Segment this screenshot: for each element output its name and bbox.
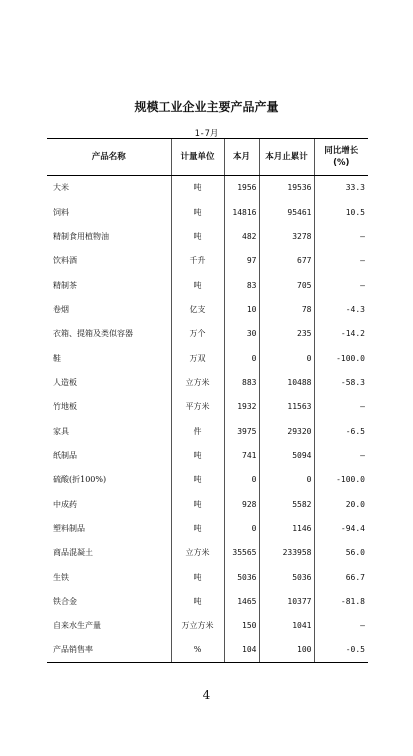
table-row	[47, 614, 368, 638]
unit-cell: 吨	[171, 443, 224, 467]
yoy-growth-cell: -100.0	[314, 346, 368, 370]
table-row	[47, 370, 368, 394]
yoy-growth-cell: –	[314, 614, 368, 638]
unit-cell: 立方米	[171, 541, 224, 565]
cumulative-value-cell: 0	[259, 346, 314, 370]
cumulative-value-cell: 677	[259, 249, 314, 273]
yoy-growth-cell: 66.7	[314, 565, 368, 589]
product-name-cell: 中成药	[53, 499, 77, 509]
table-row	[47, 322, 368, 346]
unit-cell: 立方米	[171, 370, 224, 394]
unit-cell: 万双	[171, 346, 224, 370]
month-value-cell: 150	[224, 614, 259, 638]
yoy-growth-cell: –	[314, 273, 368, 297]
product-name-cell: 精制茶	[53, 280, 77, 290]
unit-cell: 吨	[171, 468, 224, 492]
unit-cell: 吨	[171, 492, 224, 516]
cumulative-value-cell: 705	[259, 273, 314, 297]
table-row	[47, 638, 368, 662]
product-name-cell: 硫酸(折100%)	[53, 475, 107, 485]
unit-cell: 平方米	[171, 395, 224, 419]
table-row	[47, 297, 368, 321]
header-yoy-line2: (%)	[333, 158, 350, 168]
yoy-growth-cell: 33.3	[314, 176, 368, 200]
month-value-cell: 0	[224, 468, 259, 492]
cumulative-value-cell: 100	[259, 638, 314, 662]
yoy-growth-cell: -4.3	[314, 297, 368, 321]
unit-cell: 千升	[171, 249, 224, 273]
cumulative-value-cell: 1041	[259, 614, 314, 638]
cumulative-value-cell: 5582	[259, 492, 314, 516]
cumulative-value-cell: 10488	[259, 370, 314, 394]
cumulative-value-cell: 5036	[259, 565, 314, 589]
month-value-cell: 30	[224, 322, 259, 346]
month-value-cell: 0	[224, 346, 259, 370]
period-label: 1-7月	[194, 129, 219, 139]
month-value-cell: 1465	[224, 589, 259, 613]
page-number: 4	[202, 688, 211, 702]
header-row	[47, 139, 368, 176]
unit-cell: 吨	[171, 200, 224, 224]
table-row	[47, 395, 368, 419]
yoy-growth-cell: -100.0	[314, 468, 368, 492]
yoy-growth-cell: –	[314, 395, 368, 419]
header-unit: 计量单位	[171, 139, 224, 176]
cumulative-value-cell: 5094	[259, 443, 314, 467]
table-row	[47, 468, 368, 492]
product-name-cell: 饲料	[53, 207, 69, 217]
product-name-cell: 自来水生产量	[53, 621, 101, 631]
header-product-name: 产品名称	[47, 139, 171, 176]
product-name-cell: 精制食用植物油	[53, 231, 109, 241]
table-row	[47, 200, 368, 224]
yoy-growth-cell: 10.5	[314, 200, 368, 224]
month-value-cell: 10	[224, 297, 259, 321]
unit-cell: 吨	[171, 273, 224, 297]
month-value-cell: 0	[224, 516, 259, 540]
unit-cell: 吨	[171, 589, 224, 613]
month-value-cell: 741	[224, 443, 259, 467]
table-row	[47, 419, 368, 443]
month-value-cell: 3975	[224, 419, 259, 443]
product-name-cell: 生铁	[53, 572, 69, 582]
month-value-cell: 97	[224, 249, 259, 273]
yoy-growth-cell: -58.3	[314, 370, 368, 394]
table-header	[47, 139, 368, 176]
product-name-cell: 家具	[53, 426, 69, 436]
cumulative-value-cell: 95461	[259, 200, 314, 224]
table-row	[47, 273, 368, 297]
page-title: 规模工业企业主要产品产量	[134, 100, 279, 114]
month-value-cell: 1956	[224, 176, 259, 200]
cumulative-value-cell: 233958	[259, 541, 314, 565]
month-value-cell: 928	[224, 492, 259, 516]
table-row	[47, 443, 368, 467]
product-name-cell: 衣箱、提箱及类似容器	[53, 329, 133, 339]
yoy-growth-cell: -6.5	[314, 419, 368, 443]
product-name-cell: 饮料酒	[53, 256, 77, 266]
unit-cell: %	[171, 638, 224, 662]
unit-cell: 万个	[171, 322, 224, 346]
yoy-growth-cell: –	[314, 224, 368, 248]
cumulative-value-cell: 10377	[259, 589, 314, 613]
table-row	[47, 516, 368, 540]
month-value-cell: 1932	[224, 395, 259, 419]
products-table	[47, 138, 368, 663]
cumulative-value-cell: 29320	[259, 419, 314, 443]
month-value-cell: 35565	[224, 541, 259, 565]
cumulative-value-cell: 11563	[259, 395, 314, 419]
yoy-growth-cell: 56.0	[314, 541, 368, 565]
table-row	[47, 176, 368, 200]
header-month: 本月	[224, 139, 259, 176]
cumulative-value-cell: 0	[259, 468, 314, 492]
month-value-cell: 14816	[224, 200, 259, 224]
product-name-cell: 商品混凝土	[53, 548, 93, 558]
month-value-cell: 104	[224, 638, 259, 662]
yoy-growth-cell: –	[314, 249, 368, 273]
cumulative-value-cell: 1146	[259, 516, 314, 540]
table-row	[47, 589, 368, 613]
unit-cell: 吨	[171, 224, 224, 248]
yoy-growth-cell: -0.5	[314, 638, 368, 662]
yoy-growth-cell: -81.8	[314, 589, 368, 613]
month-value-cell: 5036	[224, 565, 259, 589]
header-yoy-line1: 同比增长	[324, 146, 359, 156]
table-row	[47, 249, 368, 273]
unit-cell: 件	[171, 419, 224, 443]
product-name-cell: 产品销售率	[47, 638, 171, 662]
product-name-cell: 竹地板	[53, 402, 77, 412]
table-row	[47, 565, 368, 589]
product-name-cell: 卷烟	[53, 304, 69, 314]
product-name-cell: 铁合金	[53, 597, 77, 607]
table-row	[47, 224, 368, 248]
month-value-cell: 482	[224, 224, 259, 248]
cumulative-value-cell: 78	[259, 297, 314, 321]
product-name-cell: 塑料制品	[53, 523, 85, 533]
header-yoy	[314, 139, 368, 176]
unit-cell: 吨	[171, 565, 224, 589]
cumulative-value-cell: 235	[259, 322, 314, 346]
yoy-growth-cell: -14.2	[314, 322, 368, 346]
unit-cell: 亿支	[171, 297, 224, 321]
yoy-growth-cell: -94.4	[314, 516, 368, 540]
header-cumulative: 本月止累计	[259, 139, 314, 176]
unit-cell: 万立方米	[171, 614, 224, 638]
product-name-cell: 纸制品	[53, 450, 77, 460]
month-value-cell: 883	[224, 370, 259, 394]
product-name-cell: 鞋	[53, 353, 61, 363]
product-name-cell: 大米	[53, 183, 69, 193]
table-row	[47, 346, 368, 370]
month-value-cell: 83	[224, 273, 259, 297]
table-row	[47, 492, 368, 516]
table-row	[47, 541, 368, 565]
unit-cell: 吨	[171, 176, 224, 200]
yoy-growth-cell: –	[314, 443, 368, 467]
table-body	[47, 176, 368, 663]
cumulative-value-cell: 19536	[259, 176, 314, 200]
product-name-cell: 人造板	[53, 377, 77, 387]
cumulative-value-cell: 3278	[259, 224, 314, 248]
yoy-growth-cell: 20.0	[314, 492, 368, 516]
unit-cell: 吨	[171, 516, 224, 540]
